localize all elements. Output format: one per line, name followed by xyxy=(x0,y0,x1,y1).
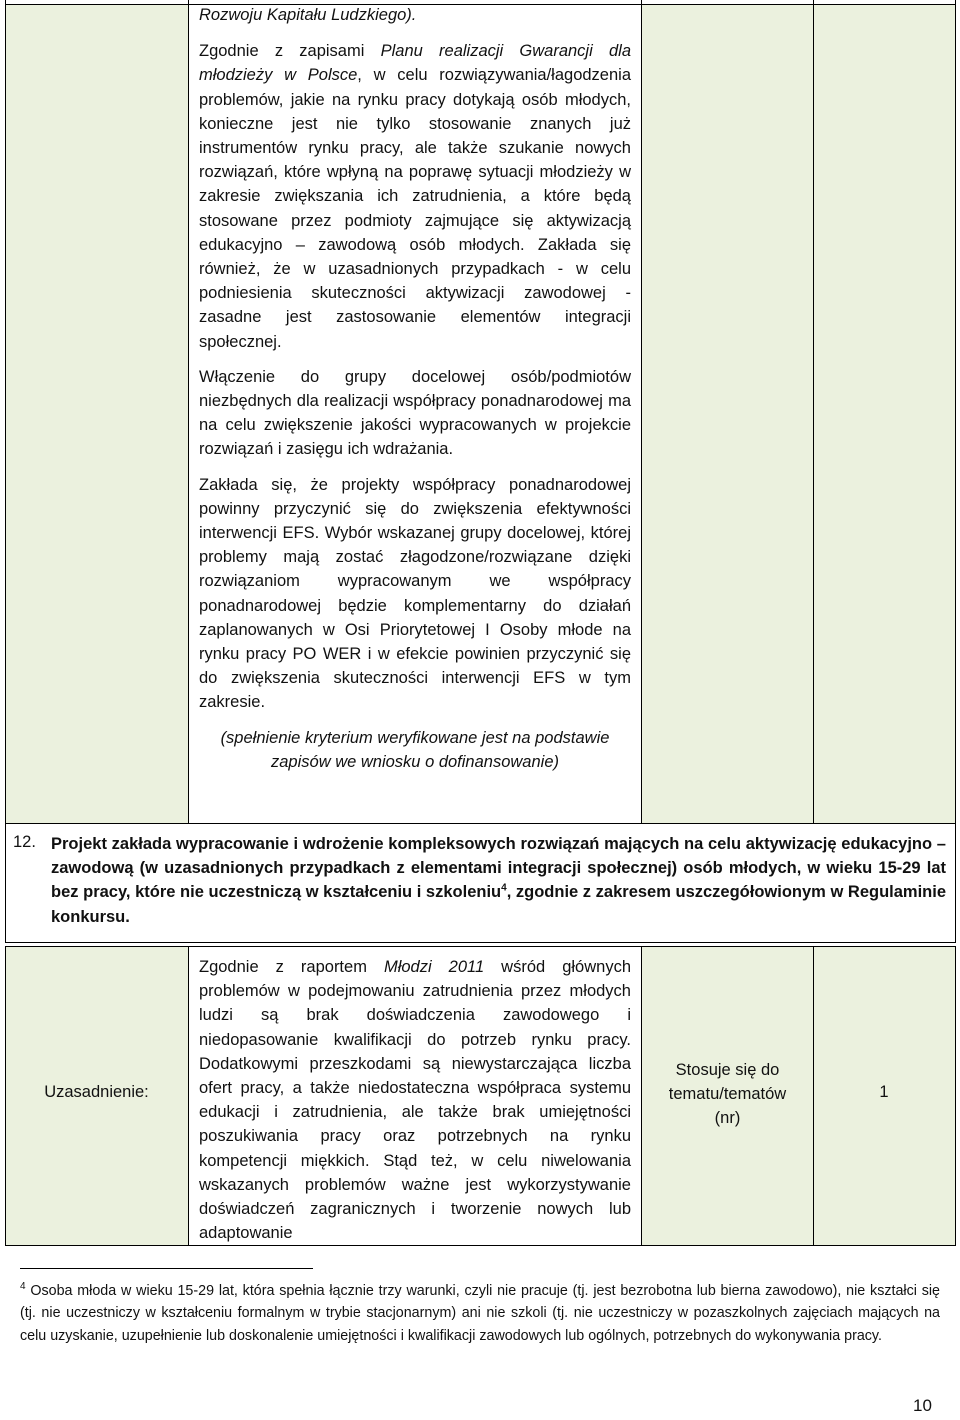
line-continuation: Rozwoju Kapitału Ludzkiego). xyxy=(199,6,417,24)
p1-plan-title: Planu realizacji Gwarancji dla młodzieży w Polsce xyxy=(199,42,631,85)
criterion-number: 12. xyxy=(13,833,36,851)
top-left-green-cell xyxy=(5,5,188,823)
p1-part-a: Zgodnie z zapisami xyxy=(199,42,381,61)
paragraph-3: Zakłada się, że projekty współpracy ponadnarodowej powinny przyczynić się do zwiększenia efektywności interwencji EFS. Wybór wskazanej grupy docelowej, której problemy mają zostać złagodzone/rozwiązane dzięki rozwiązaniom wypracowanym we współpracy ponadnarodowej będzie komplementarny do działań zaplanowanych w Osi Priorytetowej I Osoby młode na rynku pracy PO WER i w efekcie powinien przyczynić się do zwiększenia skuteczności interwencji EFS w tym zakresie. xyxy=(199,475,631,712)
footnote-text: Osoba młoda w wieku 15-29 lat, która spełnia łącznie trzy warunki, czyli nie pracuje (tj. jest bezrobotna lub bierna zawodowo), nie kształci się (tj. nie uczestniczy w kształceniu formalnym w trybie stacjonarnym) ani nie szkoli (tj. nie uczestniczy w pozaszkolnych zajęciach mających na celu uzyskanie, uzupełnienie lub doskonalenie umiejętności i kwalifikacji zawodowych lub ogólnych, potrzebnych do wykonywania pracy. xyxy=(20,1282,940,1344)
bp1-part-a: Zgodnie z raportem xyxy=(199,958,384,976)
footnote-marker: 4 xyxy=(20,1281,26,1292)
bottom-justification-text xyxy=(199,955,631,1245)
bp1-part-c: wśród głównych problemów w podejmowaniu zatrudnienia przez młodych ludzi są brak doświadczenia zawodowego i niedopasowanie kwalifikacji do potrzeb rynku pracy. Dodatkowymi przeszkodami są niewystarczająca liczba ofert pracy, a także niedostateczna współpraca systemu edukacji i zatrudnienia, ale także brak umiejętności poszukiwania pracy oraz potrzebnych na rynku kompetencji miękkich. Stąd też, w celu niwelowania wskazanych problemów ważne jest wykorzystywanie doświadczeń zagranicznych i tworzenie nowych lub adaptowanie xyxy=(199,958,631,1243)
criterion-text xyxy=(51,832,946,929)
applies-to-topics-label: Stosuje się do tematu/tematów (nr) xyxy=(668,1061,787,1128)
paragraph-2: Włączenie do grupy docelowej osób/podmiotów niezbędnych dla realizacji współpracy ponadnarodowej ma na celu zwiększenie jakości wypracowanych w projekcie rozwiązań i zasięgu ich wdrażania. xyxy=(199,367,631,459)
criterion-text-b: , zgodnie z zakresem uszczegółowionym w Regulaminie konkursu. xyxy=(51,883,947,926)
report-title: Młodzi 2011 xyxy=(383,958,485,976)
verification-note: (spełnienie kryterium weryfikowane jest na podstawie zapisów we wniosku o dofinansowanie) xyxy=(220,728,610,771)
footnote-separator xyxy=(20,1268,313,1269)
paragraph-1 xyxy=(199,39,631,354)
p1-part-c: , w celu rozwiązywania/łagodzenia problemów, jakie na rynku pracy dotykają osób młodych, konieczne jest nie tylko stosowanie znanych już instrumentów rynku pracy, ale także szukanie nowych rozwiązań, które wpłyną na poprawę sytuacji młodzieży w zakresie zwiększania ich zatrudnienia, a które będą stosowane przez podmioty zajmujące się aktywizacją edukacyjno – zawodową osób młodych. Zakłada się również, że w uzasadnionych przypadkach - w celu podniesienia skuteczności aktywizacji zawodowej - zasadne jest zastosowanie elementów integracji społecznej. xyxy=(199,66,631,351)
criterion-text-a: Projekt zakłada wypracowanie i wdrożenie kompleksowych rozwiązań mających na celu aktywizację edukacyjno – zawodową (w uzasadnionych przypadkach z elementami integracji społecznej) osób młodych, w wieku 15-29 lat bez pracy, które nie uczestniczą w kształceniu i szkoleniu xyxy=(51,835,946,902)
justification-label: Uzasadnienie: xyxy=(44,1083,149,1101)
applies-to-topics-value: 1 xyxy=(879,1083,889,1101)
top-right-green-cell-a xyxy=(641,5,813,823)
footnote xyxy=(20,1276,940,1347)
page-number: 10 xyxy=(913,1396,932,1415)
top-justification-text xyxy=(199,3,631,774)
top-right-green-cell-b xyxy=(813,5,955,823)
footnote-reference: 4 xyxy=(501,882,507,894)
